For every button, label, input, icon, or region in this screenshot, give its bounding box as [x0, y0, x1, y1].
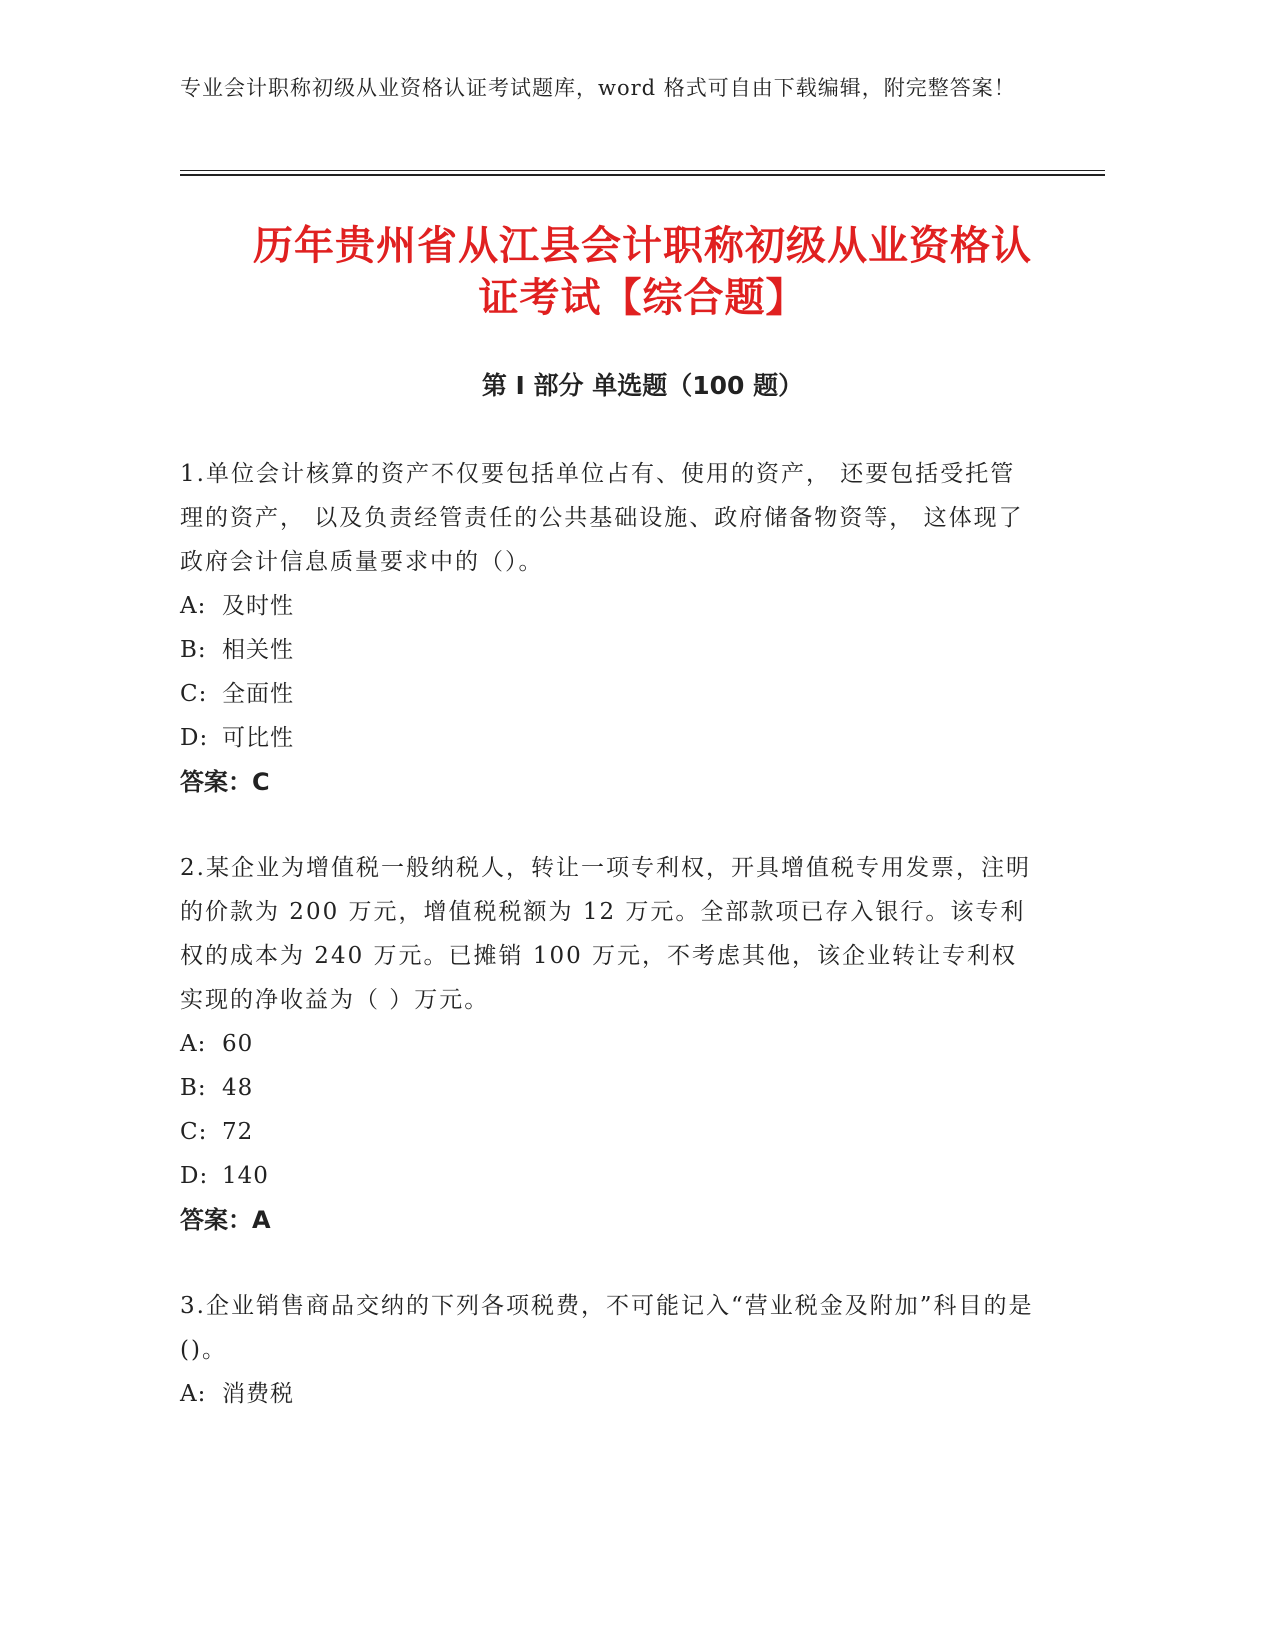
option-a	[180, 1022, 1040, 1066]
document-title	[180, 220, 1105, 324]
header-note: 专业会计职称初级从业资格认证考试题库，word 格式可自由下载编辑，附完整答案！	[180, 76, 1016, 100]
question-1	[180, 452, 1040, 804]
question-3	[180, 1284, 1040, 1416]
question-stem: 3.企业销售商品交纳的下列各项税费，不可能记入“营业税金及附加”科目的是()。	[180, 1293, 1034, 1363]
option-c	[180, 1110, 1040, 1154]
option-a	[180, 1372, 1040, 1416]
option-letter: A:	[180, 1031, 207, 1057]
answer-label: 答案：A	[180, 1206, 271, 1234]
option-letter: D:	[180, 1163, 209, 1189]
option-letter: A:	[180, 593, 207, 619]
option-letter: C:	[180, 1119, 208, 1145]
option-d	[180, 1154, 1040, 1198]
option-text: 相关性	[222, 637, 294, 663]
option-letter: B:	[180, 1075, 207, 1101]
option-d	[180, 716, 1040, 760]
question-stem: 1.单位会计核算的资产不仅要包括单位占有、使用的资产， 还要包括受托管理的资产， 以及负责经管责任的公共基础设施、政府储备物资等， 这体现了政府会计信息质量要求中的（）。	[180, 461, 1024, 575]
header-divider-thin	[180, 170, 1105, 171]
question-list	[180, 452, 1040, 1458]
option-letter: B:	[180, 637, 207, 663]
answer-label: 答案：C	[180, 768, 270, 796]
option-text: 72	[222, 1119, 254, 1145]
option-b	[180, 1066, 1040, 1110]
option-c	[180, 672, 1040, 716]
option-a	[180, 584, 1040, 628]
option-text: 60	[222, 1031, 254, 1057]
question-stem: 2.某企业为增值税一般纳税人，转让一项专利权，开具增值税专用发票，注明的价款为 200 万元，增值税税额为 12 万元。全部款项已存入银行。该专利权的成本为 240 万元。已摊销 100 万元，不考虑其他，该企业转让专利权实现的净收益为（ ）万元。	[180, 855, 1031, 1013]
question-2	[180, 846, 1040, 1242]
section-heading: 第 I 部分 单选题（100 题）	[481, 371, 804, 400]
document-title-line-2: 证考试【综合题】	[478, 275, 807, 321]
option-text: 全面性	[222, 681, 294, 707]
header-divider-thick	[180, 174, 1105, 176]
option-letter: A:	[180, 1381, 207, 1407]
option-text: 消费税	[222, 1381, 294, 1407]
option-letter: C:	[180, 681, 208, 707]
option-text: 140	[222, 1163, 269, 1189]
option-letter: D:	[180, 725, 209, 751]
document-title-line-1: 历年贵州省从江县会计职称初级从业资格认	[253, 223, 1032, 269]
option-b	[180, 628, 1040, 672]
option-text: 48	[222, 1075, 254, 1101]
option-text: 及时性	[222, 593, 294, 619]
option-text: 可比性	[222, 725, 294, 751]
